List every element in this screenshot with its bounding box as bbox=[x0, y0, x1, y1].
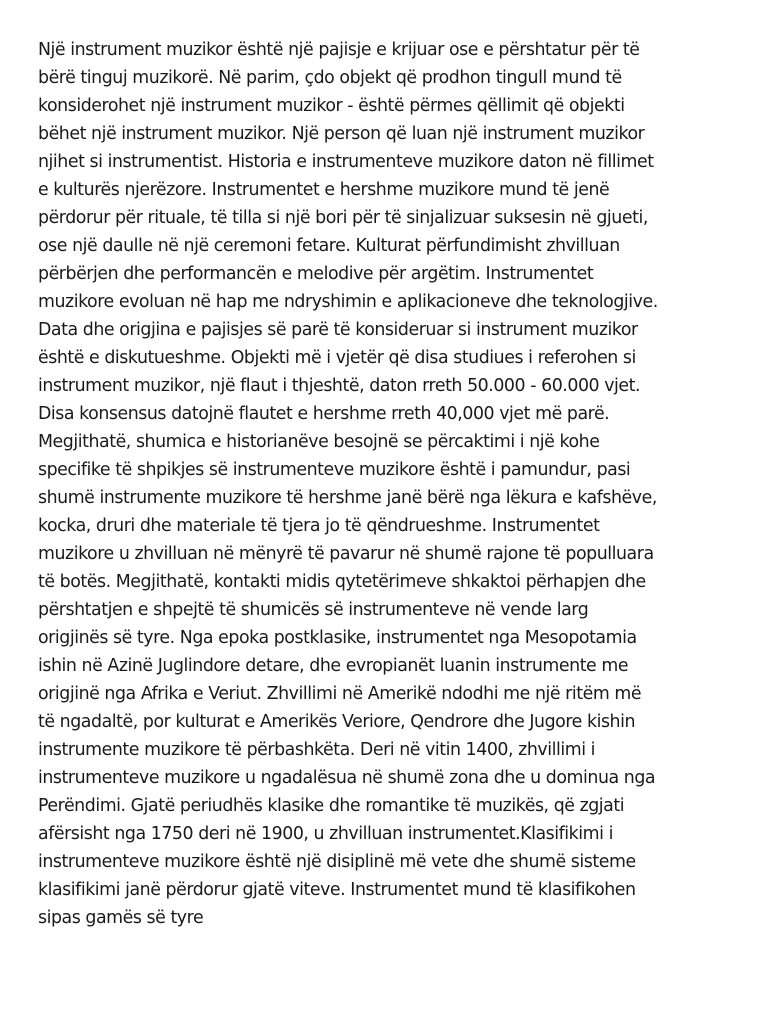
text-line: Disa konsensus datojnë flautet e hershme rreth 40,000 vjet më parë. bbox=[38, 404, 610, 424]
text-line: bërë tinguj muzikorë. Në parim, çdo objekt që prodhon tingull mund të bbox=[38, 68, 622, 88]
text-line: ose një daulle në një ceremoni fetare. Kulturat përfundimisht zhvilluan bbox=[38, 236, 620, 256]
text-line: instrumenteve muzikore është një disiplinë më vete dhe shumë sisteme bbox=[38, 852, 636, 872]
text-line: origjinë nga Afrika e Veriut. Zhvillimi në Amerikë ndodhi me një ritëm më bbox=[38, 684, 642, 704]
text-line: klasifikimi janë përdorur gjatë viteve. Instrumentet mund të klasifikohen bbox=[38, 880, 636, 900]
text-line: Megjithatë, shumica e historianëve besojnë se përcaktimi i një kohe bbox=[38, 432, 600, 452]
text-line: bëhet një instrument muzikor. Një person që luan një instrument muzikor bbox=[38, 124, 645, 144]
text-line: të botës. Megjithatë, kontakti midis qytetërimeve shkaktoi përhapjen dhe bbox=[38, 572, 646, 592]
text-line: afërsisht nga 1750 deri në 1900, u zhvilluan instrumentet.Klasifikimi i bbox=[38, 824, 613, 844]
text-line: të ngadaltë, por kulturat e Amerikës Veriore, Qendrore dhe Jugore kishin bbox=[38, 712, 636, 732]
text-line: konsiderohet një instrument muzikor - është përmes qëllimit që objekti bbox=[38, 96, 625, 116]
text-line: kocka, druri dhe materiale të tjera jo të qëndrueshme. Instrumentet bbox=[38, 516, 600, 536]
text-line: shumë instrumente muzikore të hershme janë bërë nga lëkura e kafshëve, bbox=[38, 488, 657, 508]
text-line: njihet si instrumentist. Historia e instrumenteve muzikore daton në fillimet bbox=[38, 152, 654, 172]
text-line: sipas gamës së tyre bbox=[38, 908, 204, 928]
text-line: përdorur për rituale, të tilla si një bori për të sinjalizuar suksesin në gjueti, bbox=[38, 208, 648, 228]
text-line: përshtatjen e shpejtë të shumicës së instrumenteve në vende larg bbox=[38, 600, 589, 620]
text-line: origjinës së tyre. Nga epoka postklasike, instrumentet nga Mesopotamia bbox=[38, 628, 637, 648]
text-line: instrumenteve muzikore u ngadalësua në shumë zona dhe u dominua nga bbox=[38, 768, 656, 788]
text-line: muzikore u zhvilluan në mënyrë të pavarur në shumë rajone të populluara bbox=[38, 544, 654, 564]
text-line: instrument muzikor, një flaut i thjeshtë, daton rreth 50.000 - 60.000 vjet. bbox=[38, 376, 641, 396]
text-line: muzikore evoluan në hap me ndryshimin e aplikacioneve dhe teknologjive. bbox=[38, 292, 658, 312]
text-line: e kulturës njerëzore. Instrumentet e hershme muzikore mund të jenë bbox=[38, 180, 610, 200]
text-line: Data dhe origjina e pajisjes së parë të konsideruar si instrument muzikor bbox=[38, 320, 638, 340]
text-line: Perëndimi. Gjatë periudhës klasike dhe romantike të muzikës, që zgjati bbox=[38, 796, 625, 816]
text-line: është e diskutueshme. Objekti më i vjetër që disa studiues i referohen si bbox=[38, 348, 636, 368]
text-line: instrumente muzikore të përbashkëta. Deri në vitin 1400, zhvillimi i bbox=[38, 740, 596, 760]
text-line: ishin në Azinë Juglindore detare, dhe evropianët luanin instrumente me bbox=[38, 656, 629, 676]
text-line: Një instrument muzikor është një pajisje e krijuar ose e përshtatur për të bbox=[38, 40, 640, 60]
text-line: përbërjen dhe performancën e melodive për argëtim. Instrumentet bbox=[38, 264, 594, 284]
text-line: specifike të shpikjes së instrumenteve muzikore është i pamundur, pasi bbox=[38, 460, 631, 480]
document-body bbox=[38, 36, 763, 932]
